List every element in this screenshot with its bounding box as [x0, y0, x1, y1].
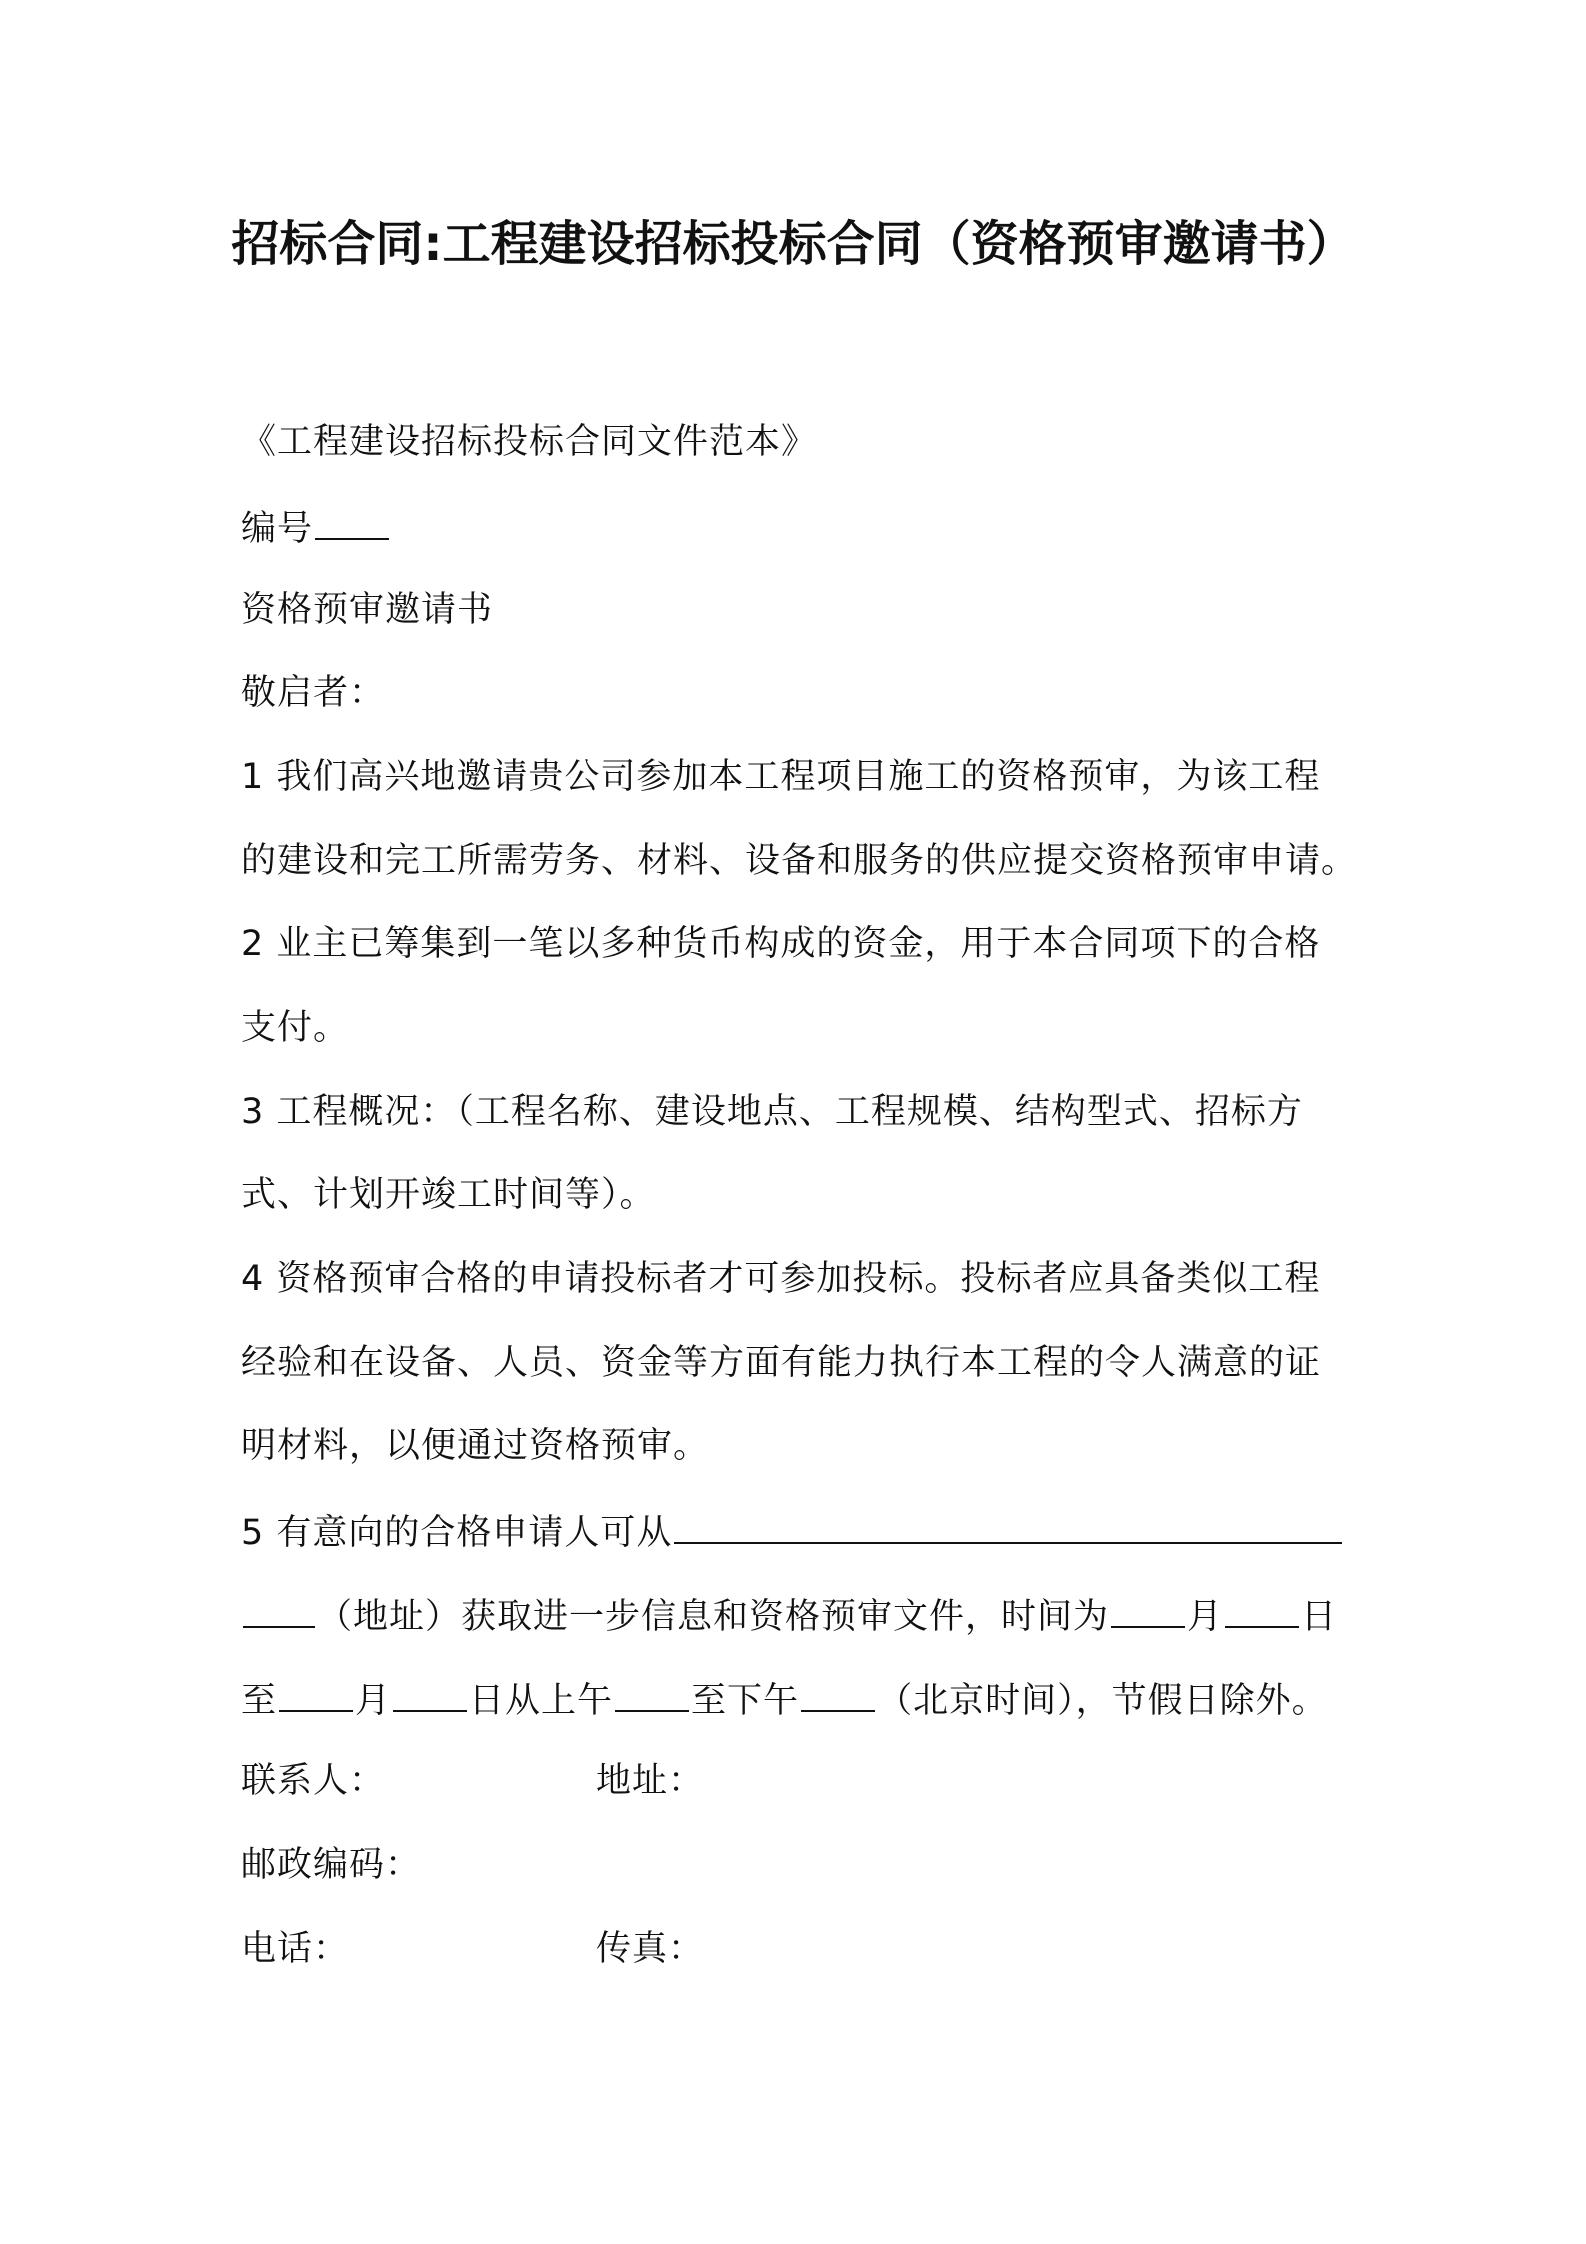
paragraph-4-line-2: 经验和在设备、人员、资金等方面有能力执行本工程的令人满意的证 [241, 1343, 1322, 1383]
document-subtitle: 《工程建设招标投标合同文件范本》 [241, 422, 818, 462]
paragraph-2-line-1: 2 业主已筹集到一笔以多种货币构成的资金，用于本合同项下的合格 [241, 924, 1321, 964]
start-day-blank [1225, 1590, 1299, 1628]
month-label: 月 [1187, 1597, 1224, 1637]
section-heading: 资格预审邀请书 [241, 590, 494, 630]
start-month-blank [1111, 1590, 1185, 1628]
document-title: 招标合同:工程建设招标投标合同（资格预审邀请书） [231, 216, 1355, 272]
pm-time-blank [801, 1674, 875, 1712]
phone-label: 电话： [241, 1929, 350, 1969]
contact-label: 联系人： [241, 1761, 386, 1801]
address-blank [243, 1590, 315, 1628]
to-label: 至 [241, 1681, 278, 1721]
paragraph-5-address-text: （地址）获取进一步信息和资格预审文件，时间为 [317, 1597, 1110, 1637]
postcode-label: 邮政编码： [241, 1845, 422, 1885]
paragraph-5-line-2 [241, 1590, 1337, 1641]
am-time-blank [615, 1674, 689, 1712]
address-label: 地址： [596, 1761, 705, 1801]
paragraph-4-line-1: 4 资格预审合格的申请投标者才可参加投标。投标者应具备类似工程 [241, 1259, 1321, 1299]
paragraph-3-line-1: 3 工程概况：（工程名称、建设地点、工程规模、结构型式、招标方 [241, 1092, 1303, 1132]
paragraph-5-tail: （北京时间），节假日除外。 [877, 1681, 1328, 1721]
paragraph-5-intro: 5 有意向的合格申请人可从 [241, 1513, 673, 1553]
end-day-blank [393, 1674, 467, 1712]
paragraph-2-line-2: 支付。 [241, 1008, 350, 1048]
day-from-am-label: 日从上午 [469, 1681, 614, 1721]
number-label: 编号 [241, 509, 314, 549]
salutation: 敬启者： [241, 673, 386, 713]
day-label: 日 [1301, 1597, 1338, 1637]
to-pm-label: 至下午 [691, 1681, 800, 1721]
paragraph-4-line-3: 明材料，以便通过资格预审。 [241, 1426, 710, 1466]
number-blank [315, 502, 389, 540]
paragraph-1-line-2: 的建设和完工所需劳务、材料、设备和服务的供应提交资格预审申请。 [241, 841, 1358, 881]
paragraph-3-line-2: 式、计划开竣工时间等）。 [241, 1175, 656, 1215]
paragraph-1-line-1: 1 我们高兴地邀请贵公司参加本工程项目施工的资格预审，为该工程 [241, 757, 1321, 797]
fax-label: 传真： [596, 1929, 705, 1969]
paragraph-5-line-3 [241, 1674, 1328, 1725]
paragraph-5-line-1 [241, 1506, 1344, 1557]
end-month-blank [279, 1674, 353, 1712]
number-line [241, 502, 391, 553]
end-month-label: 月 [355, 1681, 392, 1721]
source-blank [674, 1506, 1342, 1544]
